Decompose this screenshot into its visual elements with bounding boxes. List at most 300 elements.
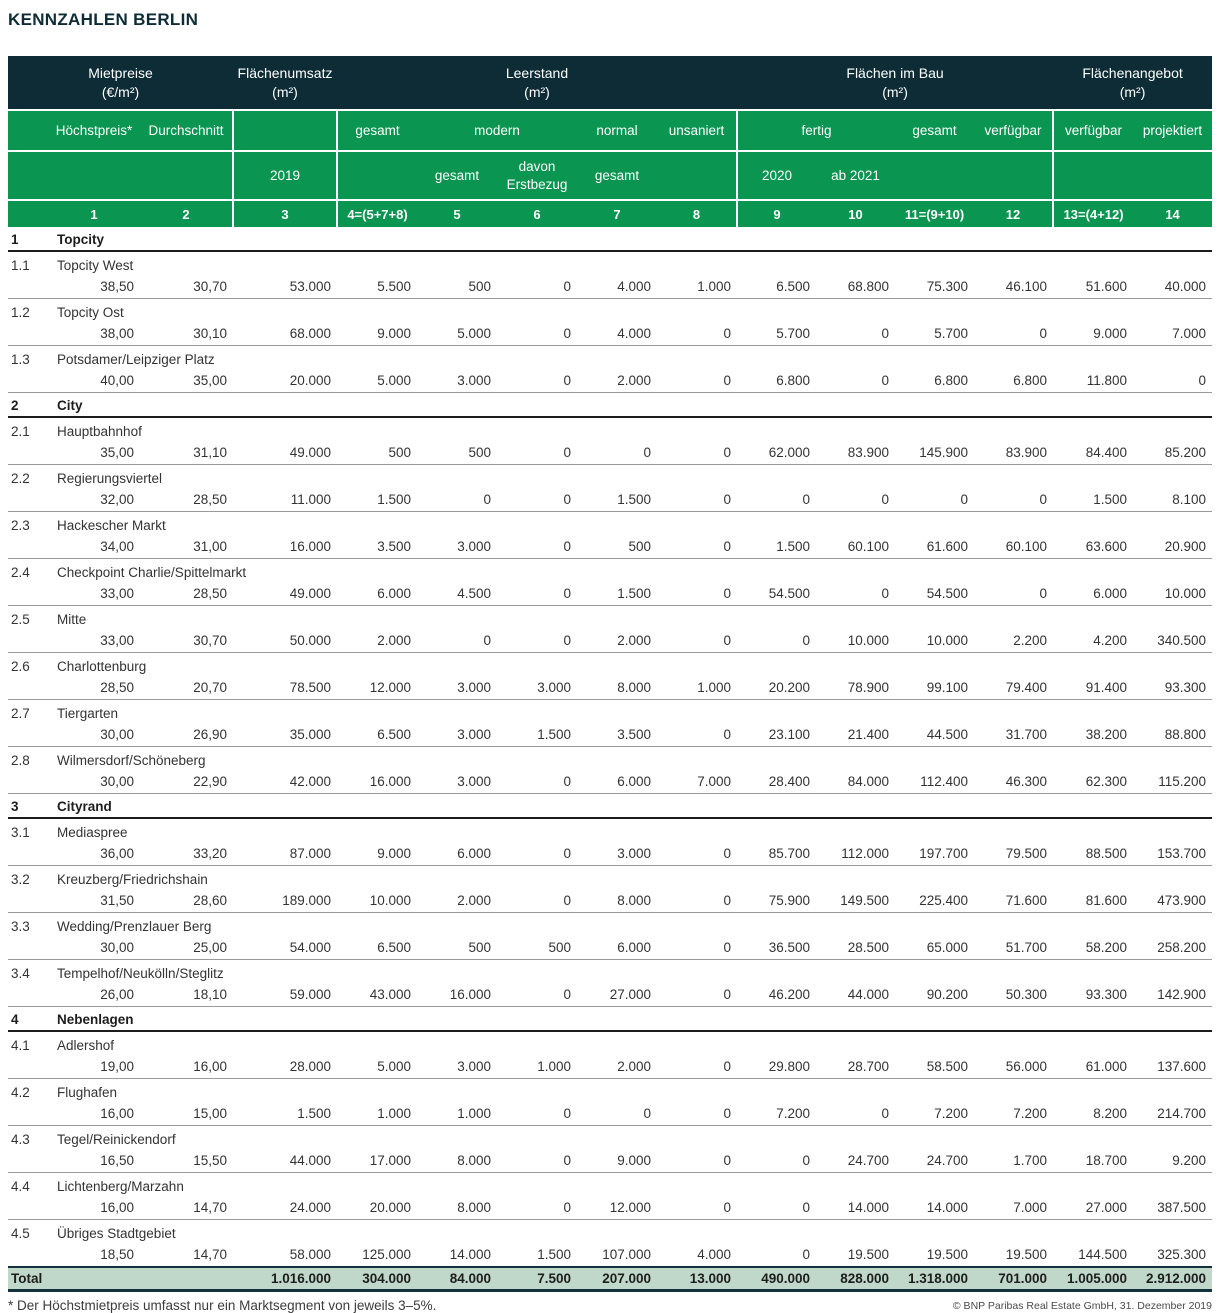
district-value: 2.000 — [577, 1054, 657, 1079]
subheader-empty — [1133, 151, 1212, 200]
district-value: 5.700 — [737, 321, 816, 346]
district-value: 0 — [816, 487, 895, 512]
district-value: 0 — [816, 321, 895, 346]
district-values-row — [8, 722, 1212, 747]
district-number: 3.3 — [11, 919, 30, 934]
group-unit: (m²) — [524, 83, 550, 100]
district-name-row — [8, 1079, 1212, 1102]
district-value: 88.500 — [1053, 841, 1133, 866]
district-value: 28.500 — [816, 935, 895, 960]
district-name: Potsdamer/Leipziger Platz — [57, 352, 215, 367]
district-value: 85.700 — [737, 841, 816, 866]
district-value: 0 — [974, 581, 1053, 606]
colnum-13: 13=(4+12) — [1053, 200, 1133, 227]
district-value: 87.000 — [233, 841, 337, 866]
district-value: 90.200 — [895, 982, 974, 1007]
group-label: Flächenumsatz — [237, 64, 333, 81]
section-header-row — [8, 227, 1212, 251]
district-name-row — [8, 653, 1212, 676]
district-value: 500 — [417, 274, 497, 299]
district-value: 20.200 — [737, 675, 816, 700]
district-value: 142.900 — [1133, 982, 1212, 1007]
district-value: 16.000 — [337, 769, 417, 794]
district-number: 4.1 — [11, 1038, 30, 1053]
district-value: 8.000 — [577, 888, 657, 913]
group-leerstand — [337, 56, 737, 110]
district-value: 24.700 — [895, 1148, 974, 1173]
district-value: 125.000 — [337, 1242, 417, 1267]
district-value: 31,50 — [48, 888, 140, 913]
district-value: 62.300 — [1053, 769, 1133, 794]
district-value: 112.000 — [816, 841, 895, 866]
total-row — [8, 1267, 1212, 1291]
district-value: 16.000 — [417, 982, 497, 1007]
district-value: 30,10 — [140, 321, 233, 346]
district-value: 6.000 — [337, 581, 417, 606]
colnum-12: 12 — [974, 200, 1053, 227]
district-value: 0 — [657, 935, 737, 960]
district-value: 84.400 — [1053, 440, 1133, 465]
district-value: 10.000 — [337, 888, 417, 913]
total-value: 84.000 — [417, 1267, 497, 1291]
district-value: 75.300 — [895, 274, 974, 299]
district-name-row — [8, 960, 1212, 983]
district-value: 3.000 — [417, 722, 497, 747]
district-number: 2.4 — [11, 565, 30, 580]
district-name-row — [8, 1031, 1212, 1054]
district-value: 33,00 — [48, 628, 140, 653]
section-name: City — [48, 393, 1212, 418]
district-value: 3.000 — [417, 368, 497, 393]
table-body — [8, 227, 1212, 1267]
district-value: 7.200 — [737, 1101, 816, 1126]
district-value: 11.800 — [1053, 368, 1133, 393]
district-value: 38.200 — [1053, 722, 1133, 747]
district-value: 53.000 — [233, 274, 337, 299]
district-value: 3.000 — [497, 675, 577, 700]
section-name: Nebenlagen — [48, 1007, 1212, 1032]
district-value: 36,00 — [48, 841, 140, 866]
district-values-spacer — [8, 368, 48, 393]
district-value: 144.500 — [1053, 1242, 1133, 1267]
subheader-empty — [895, 151, 974, 200]
district-value: 19.500 — [816, 1242, 895, 1267]
district-value: 0 — [497, 1148, 577, 1173]
colnum-2: 2 — [140, 200, 233, 227]
district-value: 75.900 — [737, 888, 816, 913]
total-value: 701.000 — [974, 1267, 1053, 1291]
district-value: 137.600 — [1133, 1054, 1212, 1079]
district-number: 3.2 — [11, 872, 30, 887]
district-value: 3.500 — [337, 534, 417, 559]
district-number: 2.3 — [11, 518, 30, 533]
district-value: 500 — [417, 440, 497, 465]
district-value: 6.500 — [337, 722, 417, 747]
subheader-empty — [657, 151, 737, 200]
district-value: 7.200 — [895, 1101, 974, 1126]
district-name: Wilmersdorf/Schöneberg — [57, 753, 206, 768]
section-number: 4 — [8, 1007, 48, 1032]
district-value: 27.000 — [577, 982, 657, 1007]
subheader-normal: normal — [577, 110, 657, 151]
district-value: 16,00 — [48, 1195, 140, 1220]
district-value: 40.000 — [1133, 274, 1212, 299]
total-value: 828.000 — [816, 1267, 895, 1291]
district-value: 6.500 — [337, 935, 417, 960]
district-values-row — [8, 675, 1212, 700]
subheader-row-1 — [8, 110, 1212, 151]
district-value: 44.000 — [816, 982, 895, 1007]
district-value: 0 — [737, 1148, 816, 1173]
district-value: 0 — [417, 628, 497, 653]
district-values-row — [8, 274, 1212, 299]
district-number: 2.7 — [11, 706, 30, 721]
district-value: 28,50 — [48, 675, 140, 700]
district-values-row — [8, 1195, 1212, 1220]
district-value: 26,90 — [140, 722, 233, 747]
district-values-row — [8, 1148, 1212, 1173]
district-value: 8.000 — [417, 1195, 497, 1220]
district-value: 1.000 — [497, 1054, 577, 1079]
section-header-row — [8, 1007, 1212, 1032]
district-value: 54.500 — [895, 581, 974, 606]
district-value: 46.100 — [974, 274, 1053, 299]
subheader-spacer — [8, 110, 48, 151]
district-value: 31,00 — [140, 534, 233, 559]
subheader-gesamt-modern: gesamt — [417, 151, 497, 200]
district-value: 11.000 — [233, 487, 337, 512]
district-value: 16,00 — [140, 1054, 233, 1079]
district-value: 20.900 — [1133, 534, 1212, 559]
district-value: 20,70 — [140, 675, 233, 700]
district-value: 19.500 — [974, 1242, 1053, 1267]
district-value: 0 — [816, 368, 895, 393]
district-value: 8.100 — [1133, 487, 1212, 512]
district-value: 16.000 — [233, 534, 337, 559]
subheader-empty — [337, 151, 417, 200]
district-number: 2.5 — [11, 612, 30, 627]
district-value: 1.000 — [417, 1101, 497, 1126]
district-value: 2.000 — [417, 888, 497, 913]
district-name: Hackescher Markt — [57, 518, 166, 533]
district-values-row — [8, 841, 1212, 866]
district-number: 2.6 — [11, 659, 30, 674]
colnum-14: 14 — [1133, 200, 1212, 227]
district-values-spacer — [8, 841, 48, 866]
section-header-row — [8, 794, 1212, 819]
district-values-spacer — [8, 1054, 48, 1079]
table-header — [8, 56, 1212, 227]
district-value: 0 — [497, 628, 577, 653]
total-value: 1.005.000 — [1053, 1267, 1133, 1291]
district-value: 25,00 — [140, 935, 233, 960]
district-value: 500 — [417, 935, 497, 960]
district-value: 0 — [417, 487, 497, 512]
district-value: 9.200 — [1133, 1148, 1212, 1173]
district-values-row — [8, 440, 1212, 465]
district-name: Mediaspree — [57, 825, 128, 840]
district-value: 0 — [497, 534, 577, 559]
group-header-row — [8, 56, 1212, 110]
district-value: 58.000 — [233, 1242, 337, 1267]
group-flaechenumsatz — [233, 56, 337, 110]
district-values-spacer — [8, 769, 48, 794]
district-number: 1.2 — [11, 305, 30, 320]
district-values-row — [8, 769, 1212, 794]
district-number: 3.4 — [11, 966, 30, 981]
district-value: 50.300 — [974, 982, 1053, 1007]
district-value: 22,90 — [140, 769, 233, 794]
district-value: 28,50 — [140, 581, 233, 606]
district-value: 93.300 — [1053, 982, 1133, 1007]
district-name: Übriges Stadtgebiet — [57, 1226, 176, 1241]
district-name-row — [8, 1126, 1212, 1149]
district-value: 153.700 — [1133, 841, 1212, 866]
district-value: 34,00 — [48, 534, 140, 559]
district-value: 30,00 — [48, 722, 140, 747]
colnum-10: 10 — [816, 200, 895, 227]
subheader-2019: 2019 — [233, 151, 337, 200]
district-name-row — [8, 512, 1212, 535]
district-values-row — [8, 1101, 1212, 1126]
column-number-row — [8, 200, 1212, 227]
district-value: 31.700 — [974, 722, 1053, 747]
district-value: 225.400 — [895, 888, 974, 913]
district-value: 0 — [497, 581, 577, 606]
district-value: 107.000 — [577, 1242, 657, 1267]
district-value: 8.000 — [417, 1148, 497, 1173]
district-name-row — [8, 913, 1212, 936]
district-value: 33,20 — [140, 841, 233, 866]
total-value: 13.000 — [657, 1267, 737, 1291]
district-value: 6.800 — [895, 368, 974, 393]
district-value: 6.800 — [974, 368, 1053, 393]
district-value: 18,50 — [48, 1242, 140, 1267]
group-flaechen-im-bau — [737, 56, 1053, 110]
district-value: 0 — [657, 368, 737, 393]
district-values-row — [8, 534, 1212, 559]
district-value: 60.100 — [974, 534, 1053, 559]
subheader-durchschnitt: Durchschnitt — [140, 110, 233, 151]
district-value: 18,10 — [140, 982, 233, 1007]
district-value: 28.400 — [737, 769, 816, 794]
district-name-row — [8, 559, 1212, 582]
district-name-row — [8, 700, 1212, 723]
district-value: 14.000 — [417, 1242, 497, 1267]
district-value: 12.000 — [577, 1195, 657, 1220]
district-value: 6.000 — [1053, 581, 1133, 606]
section-number: 3 — [8, 794, 48, 819]
colnum-11: 11=(9+10) — [895, 200, 974, 227]
district-name: Lichtenberg/Marzahn — [57, 1179, 184, 1194]
colnum-7: 7 — [577, 200, 657, 227]
district-value: 14.000 — [895, 1195, 974, 1220]
district-value: 68.000 — [233, 321, 337, 346]
subheader-verfuegbar-bau: verfügbar — [974, 110, 1053, 151]
district-name-row — [8, 747, 1212, 770]
district-name: Tegel/Reinickendorf — [57, 1132, 176, 1147]
district-values-spacer — [8, 628, 48, 653]
district-value: 1.500 — [233, 1101, 337, 1126]
district-value: 0 — [657, 982, 737, 1007]
district-value: 20.000 — [233, 368, 337, 393]
district-value: 40,00 — [48, 368, 140, 393]
district-value: 3.000 — [417, 534, 497, 559]
subheader-projektiert: projektiert — [1133, 110, 1212, 151]
district-value: 54.000 — [233, 935, 337, 960]
district-value: 0 — [497, 440, 577, 465]
district-value: 0 — [737, 1242, 816, 1267]
district-value: 63.600 — [1053, 534, 1133, 559]
district-value: 258.200 — [1133, 935, 1212, 960]
district-value: 30,70 — [140, 274, 233, 299]
district-value: 38,00 — [48, 321, 140, 346]
district-number: 4.5 — [11, 1226, 30, 1241]
district-value: 29.800 — [737, 1054, 816, 1079]
district-value: 3.500 — [577, 722, 657, 747]
district-value: 4.500 — [417, 581, 497, 606]
colnum-spacer — [8, 200, 48, 227]
district-name: Wedding/Prenzlauer Berg — [57, 919, 212, 934]
colnum-9: 9 — [737, 200, 816, 227]
district-values-spacer — [8, 487, 48, 512]
district-value: 5.000 — [337, 1054, 417, 1079]
district-value: 6.000 — [577, 769, 657, 794]
district-value: 0 — [657, 1054, 737, 1079]
district-value: 0 — [657, 888, 737, 913]
district-value: 46.200 — [737, 982, 816, 1007]
district-value: 0 — [657, 534, 737, 559]
subheader-ab-2021: ab 2021 — [816, 151, 895, 200]
district-values-spacer — [8, 274, 48, 299]
district-value: 28,50 — [140, 487, 233, 512]
district-value: 79.500 — [974, 841, 1053, 866]
district-value: 78.900 — [816, 675, 895, 700]
subheader-fertig: fertig — [737, 110, 895, 151]
district-value: 10.000 — [1133, 581, 1212, 606]
district-values-row — [8, 321, 1212, 346]
district-value: 19,00 — [48, 1054, 140, 1079]
group-unit: (€/m²) — [101, 83, 140, 100]
district-value: 4.000 — [577, 321, 657, 346]
district-value: 1.500 — [497, 1242, 577, 1267]
district-number: 1.1 — [11, 258, 30, 273]
colnum-5: 5 — [417, 200, 497, 227]
district-value: 49.000 — [233, 581, 337, 606]
district-value: 1.500 — [737, 534, 816, 559]
district-value: 4.000 — [577, 274, 657, 299]
district-values-spacer — [8, 888, 48, 913]
district-name: Hauptbahnhof — [57, 424, 142, 439]
subheader-2020: 2020 — [737, 151, 816, 200]
group-unit: (m²) — [272, 83, 298, 100]
district-value: 71.600 — [974, 888, 1053, 913]
district-values-spacer — [8, 935, 48, 960]
district-value: 7.200 — [974, 1101, 1053, 1126]
group-unit: (m²) — [882, 83, 908, 100]
section-name: Cityrand — [48, 794, 1212, 819]
district-name-row — [8, 299, 1212, 322]
district-value: 0 — [657, 628, 737, 653]
district-values-row — [8, 628, 1212, 653]
district-value: 49.000 — [233, 440, 337, 465]
total-label: Total — [8, 1267, 233, 1291]
total-value: 304.000 — [337, 1267, 417, 1291]
district-value: 28,60 — [140, 888, 233, 913]
district-value: 1.000 — [657, 675, 737, 700]
district-value: 500 — [497, 935, 577, 960]
district-values-spacer — [8, 440, 48, 465]
district-name-row — [8, 251, 1212, 274]
section-number: 1 — [8, 227, 48, 251]
district-value: 38,50 — [48, 274, 140, 299]
district-name-row — [8, 465, 1212, 488]
district-value: 99.100 — [895, 675, 974, 700]
district-value: 23.100 — [737, 722, 816, 747]
colnum-8: 8 — [657, 200, 737, 227]
district-values-spacer — [8, 321, 48, 346]
district-value: 1.500 — [337, 487, 417, 512]
district-value: 62.000 — [737, 440, 816, 465]
district-name-row — [8, 417, 1212, 440]
district-value: 0 — [737, 628, 816, 653]
district-name: Topcity Ost — [57, 305, 124, 320]
district-value: 5.700 — [895, 321, 974, 346]
district-name: Regierungsviertel — [57, 471, 163, 486]
district-value: 0 — [657, 1148, 737, 1173]
district-values-row — [8, 935, 1212, 960]
district-value: 43.000 — [337, 982, 417, 1007]
district-value: 30,00 — [48, 769, 140, 794]
district-values-spacer — [8, 1195, 48, 1220]
district-value: 0 — [497, 769, 577, 794]
district-value: 1.500 — [577, 487, 657, 512]
district-name: Mitte — [57, 612, 87, 627]
subheader-empty — [233, 110, 337, 151]
district-value: 61.600 — [895, 534, 974, 559]
district-value: 0 — [577, 440, 657, 465]
group-label: Flächenangebot — [1082, 64, 1183, 81]
district-value: 1.500 — [497, 722, 577, 747]
district-values-row — [8, 368, 1212, 393]
kennzahlen-table — [8, 56, 1212, 1292]
group-flaechenangebot — [1053, 56, 1212, 110]
district-value: 28.000 — [233, 1054, 337, 1079]
district-value: 9.000 — [337, 841, 417, 866]
district-values-row — [8, 581, 1212, 606]
district-value: 42.000 — [233, 769, 337, 794]
district-value: 0 — [895, 487, 974, 512]
district-value: 27.000 — [1053, 1195, 1133, 1220]
total-value: 1.318.000 — [895, 1267, 974, 1291]
district-number: 1.3 — [11, 352, 30, 367]
district-value: 7.000 — [1133, 321, 1212, 346]
district-value: 8.000 — [577, 675, 657, 700]
district-value: 7.000 — [974, 1195, 1053, 1220]
district-value: 387.500 — [1133, 1195, 1212, 1220]
district-value: 0 — [657, 440, 737, 465]
district-value: 0 — [816, 1101, 895, 1126]
district-name: Charlottenburg — [57, 659, 147, 674]
district-number: 4.3 — [11, 1132, 30, 1147]
subheader-gesamt-umsatz: gesamt — [337, 110, 417, 151]
district-values-spacer — [8, 982, 48, 1007]
district-name-row — [8, 1220, 1212, 1243]
district-value: 0 — [497, 982, 577, 1007]
group-unit: (m²) — [1119, 83, 1146, 100]
district-name-row — [8, 818, 1212, 841]
district-values-spacer — [8, 722, 48, 747]
